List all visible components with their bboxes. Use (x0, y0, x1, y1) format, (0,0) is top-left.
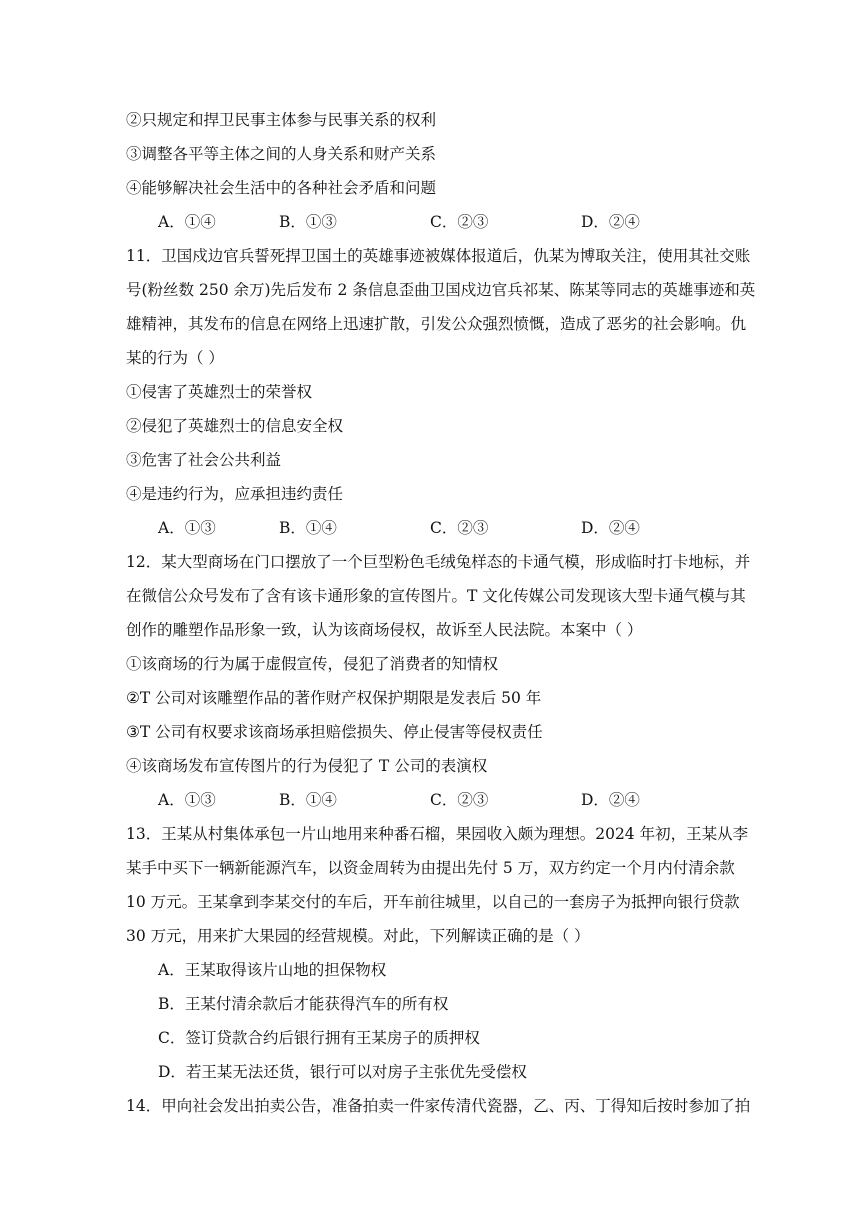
q13-option-b: B．王某付清余款后才能获得汽车的所有权 (158, 995, 449, 1013)
q12-choice-b: B．①④ (279, 791, 337, 809)
q11-item-3: ③危害了社会公共利益 (126, 451, 282, 469)
q12-item-2: ②T 公司对该雕塑作品的著作财产权保护期限是发表后 50 年 (126, 689, 542, 707)
q10-choice-d: D．②④ (581, 213, 640, 231)
q13-stem-line-3: 10 万元。王某拿到李某交付的车后，开车前往城里，以自己的一套房子为抵押向银行贷款 (126, 893, 740, 911)
q11-choice-c: C．②③ (430, 519, 489, 537)
q12-stem-line-1: 12．某大型商场在门口摆放了一个巨型粉色毛绒兔样态的卡通气模，形成临时打卡地标，并 (126, 553, 751, 571)
q12-choice-c: C．②③ (430, 791, 489, 809)
q13-stem-line-4: 30 万元，用来扩大果园的经营规模。对此，下列解读正确的是（ ） (126, 927, 590, 945)
q12-item-3: ③T 公司有权要求该商场承担赔偿损失、停止侵害等侵权责任 (126, 723, 543, 741)
q11-stem-line-4: 某的行为（ ） (126, 349, 224, 367)
q10-choice-b: B．①③ (279, 213, 337, 231)
q11-item-2: ②侵犯了英雄烈士的信息安全权 (126, 417, 344, 435)
q13-option-d: D．若王某无法还货，银行可以对房子主张优先受偿权 (158, 1063, 527, 1081)
q13-option-a: A．王某取得该片山地的担保物权 (158, 961, 387, 979)
q10-choice-a: A．①④ (158, 213, 216, 231)
q11-item-1: ①侵害了英雄烈士的荣誉权 (126, 383, 313, 401)
q10-choice-c: C．②③ (430, 213, 489, 231)
q11-choice-d: D．②④ (581, 519, 640, 537)
q10-item-3: ③调整各平等主体之间的人身关系和财产关系 (126, 145, 437, 163)
q13-option-c: C．签订贷款合约后银行拥有王某房子的质押权 (158, 1029, 480, 1047)
q12-stem-line-3: 创作的雕塑作品形象一致，认为该商场侵权，故诉至人民法院。本案中（ ） (126, 621, 643, 639)
q12-choice-d: D．②④ (581, 791, 640, 809)
q11-stem-line-2: 号(粉丝数 250 余万)先后发布 2 条信息歪曲卫国戍边官兵祁某、陈某等同志的英雄事迹和英 (126, 281, 756, 299)
q10-item-2: ②只规定和捍卫民事主体参与民事关系的权利 (126, 111, 437, 129)
q11-choice-b: B．①④ (279, 519, 337, 537)
q11-choice-a: A．①③ (158, 519, 216, 537)
q11-stem-line-3: 雄精神，其发布的信息在网络上迅速扩散，引发公众强烈愤慨，造成了恶劣的社会影响。仇 (126, 315, 747, 333)
q11-item-4: ④是违约行为，应承担违约责任 (126, 485, 344, 503)
q12-item-1: ①该商场的行为属于虚假宣传，侵犯了消费者的知情权 (126, 655, 499, 673)
q12-choice-a: A．①③ (158, 791, 216, 809)
q13-stem-line-2: 某手中买下一辆新能源汽车，以资金周转为由提出先付 5 万，双方约定一个月内付清余款 (126, 859, 735, 877)
q12-item-4: ④该商场发布宣传图片的行为侵犯了 T 公司的表演权 (126, 757, 488, 775)
q13-stem-line-1: 13．王某从村集体承包一片山地用来种番石榴，果园收入颇为理想。2024 年初，王某从李 (126, 825, 749, 843)
q10-item-4: ④能够解决社会生活中的各种社会矛盾和问题 (126, 179, 437, 197)
q14-stem-line-1: 14．甲向社会发出拍卖公告，准备拍卖一件家传清代瓷器，乙、丙、丁得知后按时参加了拍 (126, 1097, 751, 1115)
q12-stem-line-2: 在微信公众号发布了含有该卡通形象的宣传图片。T 文化传媒公司发现该大型卡通气模与其 (126, 587, 746, 605)
q11-stem-line-1: 11．卫国戍边官兵誓死捍卫国土的英雄事迹被媒体报道后，仇某为博取关注，使用其社交账 (126, 247, 751, 265)
